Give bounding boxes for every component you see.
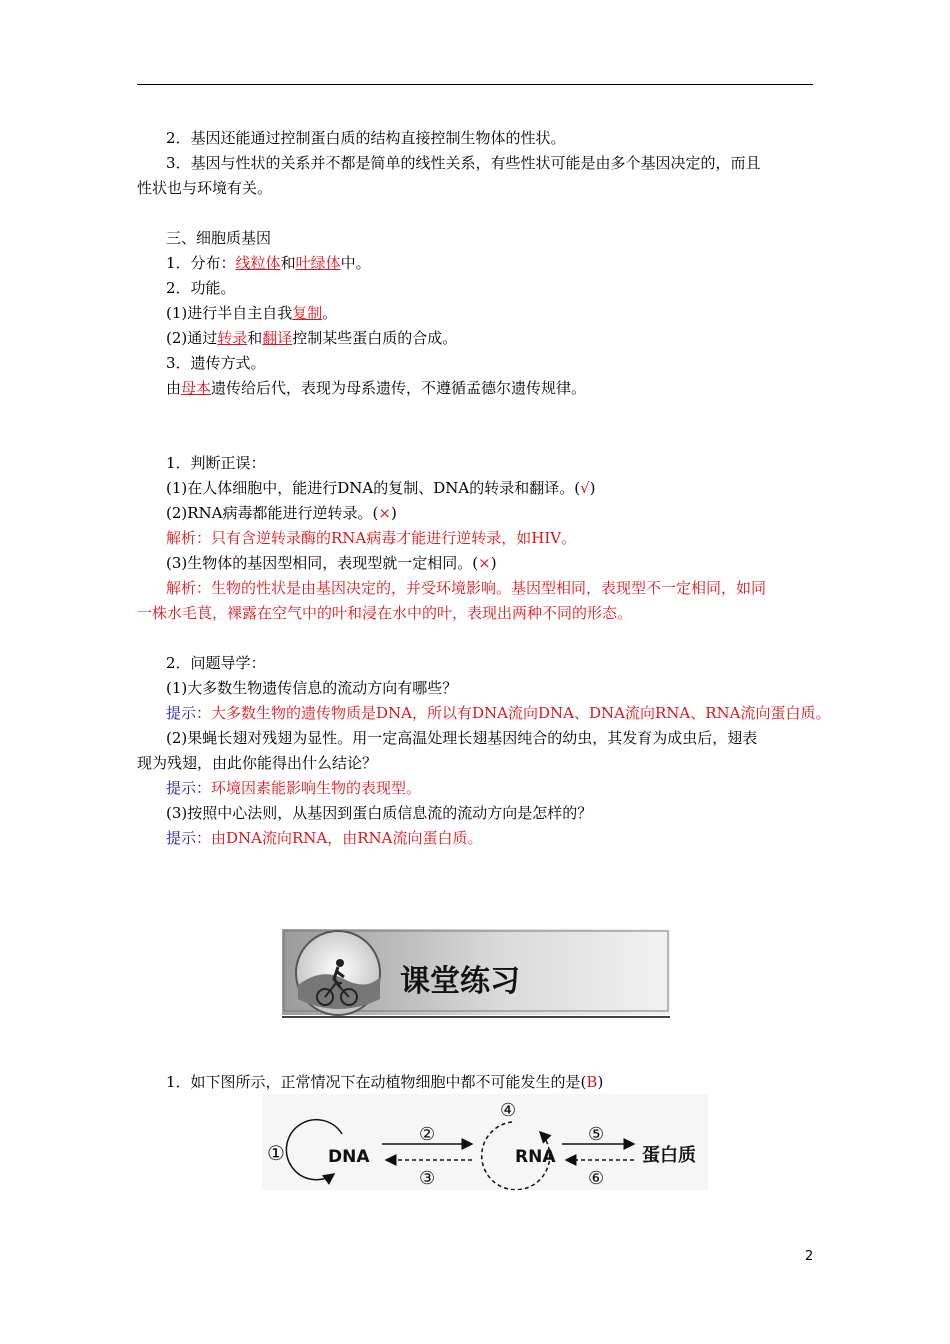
label-4: ④ bbox=[500, 1100, 517, 1121]
central-dogma-diagram bbox=[262, 1094, 708, 1190]
label-6: ⑥ bbox=[588, 1168, 605, 1189]
hint: 提示：由DNA流向RNA，由RNA流向蛋白质。 bbox=[166, 829, 483, 847]
answer-blank: 转录 bbox=[217, 329, 248, 347]
answer-blank: 翻译 bbox=[262, 329, 293, 347]
hint: 提示：环境因素能影响生物的表现型。 bbox=[166, 779, 422, 797]
question: (3)按照中心法则，从基因到蛋白质信息流的流动方向是怎样的？ bbox=[166, 804, 593, 822]
paragraph: 1．分布：线粒体和叶绿体中。 bbox=[166, 254, 371, 272]
paragraph: 性状也与环境有关。 bbox=[137, 179, 273, 197]
question: (1)在人体细胞中，能进行DNA的复制、DNA的转录和翻译。(√) bbox=[166, 479, 596, 497]
answer-blank: 叶绿体 bbox=[295, 254, 341, 272]
paragraph: 2．基因还能通过控制蛋白质的结构直接控制生物体的性状。 bbox=[166, 129, 566, 147]
banner-title: 课堂练习 bbox=[400, 964, 520, 999]
answer-blank: 线粒体 bbox=[235, 254, 281, 272]
hint: 提示：大多数生物的遗传物质是DNA，所以有DNA流向DNA、DNA流向RNA、RNA流向蛋白质。 bbox=[166, 704, 831, 722]
header-rule bbox=[137, 84, 813, 85]
question: (2)果蝇长翅对残翅为显性。用一定高温处理长翅基因纯合的幼虫，其发育为成虫后，翅表 bbox=[166, 729, 758, 747]
paragraph: 由母本遗传给后代，表现为母系遗传，不遵循孟德尔遗传规律。 bbox=[166, 379, 587, 397]
question: (3)生物体的基因型相同，表现型就一定相同。(×) bbox=[166, 554, 497, 572]
paragraph: 3．基因与性状的关系并不都是简单的线性关系，有些性状可能是由多个基因决定的，而且 bbox=[166, 154, 761, 172]
question: 现为残翅，由此你能得出什么结论？ bbox=[137, 754, 378, 772]
answer-blank: 母本 bbox=[181, 379, 212, 397]
explanation: 一株水毛茛，裸露在空气中的叶和浸在水中的叶，表现出两种不同的形态。 bbox=[137, 604, 633, 622]
label-2: ② bbox=[419, 1124, 436, 1145]
label-1: ① bbox=[267, 1141, 285, 1165]
question: (2)RNA病毒都能进行逆转录。(×) bbox=[166, 504, 397, 522]
section-banner bbox=[282, 927, 670, 1019]
question-title: 2．问题导学： bbox=[166, 654, 266, 672]
answer-mark: B bbox=[586, 1073, 598, 1091]
paragraph: (2)通过转录和翻译控制某些蛋白质的合成。 bbox=[166, 329, 458, 347]
question-title: 1．判断正误： bbox=[166, 454, 266, 472]
explanation: 解析：生物的性状是由基因决定的，并受环境影响。基因型相同，表现型不一定相同，如同 bbox=[166, 579, 767, 597]
answer-mark: √ bbox=[580, 479, 590, 497]
explanation: 解析：只有含逆转录酶的RNA病毒才能进行逆转录，如HIV。 bbox=[166, 529, 577, 547]
answer-blank: 复制 bbox=[292, 304, 323, 322]
protein-label: 蛋白质 bbox=[642, 1145, 696, 1166]
answer-mark: × bbox=[378, 504, 391, 522]
label-3: ③ bbox=[419, 1168, 436, 1189]
paragraph: (1)进行半自主自我复制。 bbox=[166, 304, 338, 322]
page-number: 2 bbox=[805, 1249, 814, 1264]
question: 1．如下图所示，正常情况下在动植物细胞中都不可能发生的是(B) bbox=[166, 1073, 604, 1091]
section-heading: 三、细胞质基因 bbox=[166, 229, 272, 247]
rna-label: RNA bbox=[515, 1147, 556, 1167]
question: (1)大多数生物遗传信息的流动方向有哪些？ bbox=[166, 679, 458, 697]
paragraph: 2．功能。 bbox=[166, 279, 236, 297]
answer-mark: × bbox=[478, 554, 491, 572]
label-5: ⑤ bbox=[588, 1124, 605, 1145]
dna-label: DNA bbox=[328, 1147, 370, 1167]
paragraph: 3．遗传方式。 bbox=[166, 354, 266, 372]
